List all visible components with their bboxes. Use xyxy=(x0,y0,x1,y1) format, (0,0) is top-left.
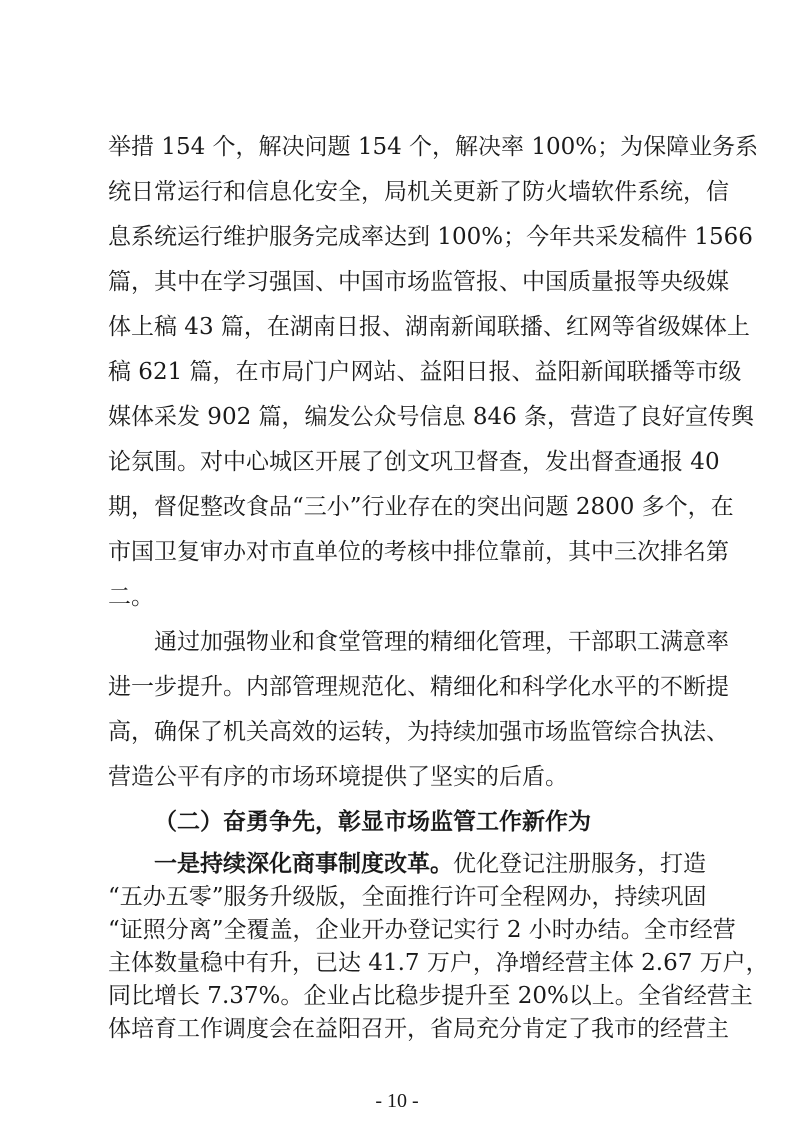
section-heading: （二）奋勇争先，彰显市场监管工作新作为 xyxy=(154,809,591,835)
text-line: 期，督促整改食品“三小”行业存在的突出问题 2800 多个，在 xyxy=(108,494,734,520)
text-line: 息系统运行维护服务完成率达到 100%；今年共采发稿件 1566 xyxy=(108,224,753,250)
lead-phrase: 一是持续深化商事制度改革。 xyxy=(154,851,453,877)
text-line: 体上稿 43 篇，在湖南日报、湖南新闻联播、红网等省级媒体上 xyxy=(108,314,750,340)
text-line: 主体数量稳中有升，已达 41.7 万户，净增经营主体 2.67 万户， xyxy=(108,950,769,976)
text-line: 媒体采发 902 篇，编发公众号信息 846 条，营造了良好宣传舆 xyxy=(108,404,755,430)
text-line: 市国卫复审办对市直单位的考核中排位靠前，其中三次排名第 xyxy=(108,539,729,565)
text-line: 营造公平有序的市场环境提供了坚实的后盾。 xyxy=(108,764,568,790)
text-line: “五办五零”服务升级版，全面推行许可全程网办，持续巩固 xyxy=(108,884,707,910)
text-line: 高，确保了机关高效的运转，为持续加强市场监管综合执法、 xyxy=(108,719,729,745)
text-line: 举措 154 个，解决问题 154 个，解决率 100%；为保障业务系 xyxy=(108,134,759,160)
page-number: - 10 - xyxy=(375,1090,419,1112)
text-line: 统日常运行和信息化安全，局机关更新了防火墙软件系统，信 xyxy=(108,179,729,205)
text-line: 体培育工作调度会在益阳召开，省局充分肯定了我市的经营主 xyxy=(108,1016,729,1042)
text-line: “证照分离”全覆盖，企业开办登记实行 2 小时办结。全市经营 xyxy=(108,917,736,943)
text-line xyxy=(154,849,706,879)
text-line: 论氛围。对中心城区开展了创文巩卫督查，发出督查通报 40 xyxy=(108,449,720,475)
text-line: 同比增长 7.37%。企业占比稳步提升至 20%以上。全省经营主 xyxy=(108,983,753,1009)
lead-line-rest: 优化登记注册服务，打造 xyxy=(453,851,706,877)
text-line: 篇，其中在学习强国、中国市场监管报、中国质量报等央级媒 xyxy=(108,269,729,295)
text-line: 二。 xyxy=(108,584,154,610)
text-line: 进一步提升。内部管理规范化、精细化和科学化水平的不断提 xyxy=(108,674,729,700)
text-line: 通过加强物业和食堂管理的精细化管理，干部职工满意率 xyxy=(154,629,729,655)
text-line: 稿 621 篇，在市局门户网站、益阳日报、益阳新闻联播等市级 xyxy=(108,359,742,385)
